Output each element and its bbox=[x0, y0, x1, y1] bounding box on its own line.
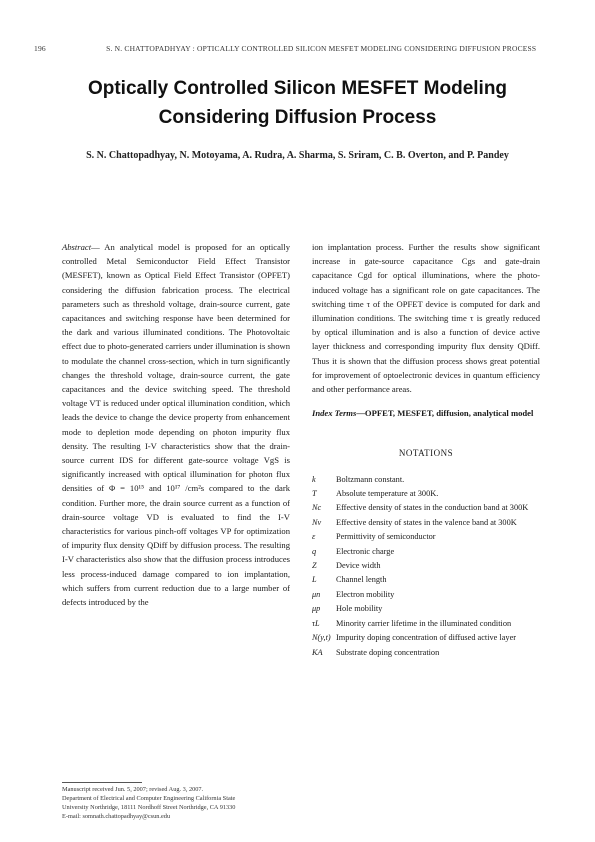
footnote-line: Department of Electrical and Computer Engineering California State bbox=[62, 794, 236, 802]
notation-symbol: N(y,t) bbox=[312, 633, 331, 643]
notation-row bbox=[312, 646, 540, 660]
paper-title bbox=[0, 74, 595, 132]
notation-definition: Electronic charge bbox=[336, 546, 395, 556]
notation-definition: Substrate doping concentration bbox=[336, 647, 440, 657]
abstract-text: — An analytical model is proposed for an optically controlled Metal Semiconductor Field Effect Transistor (MESFET), known as Optical Field Effect Transistor (OPFET) considering the diffusion fabrication process. The electrical parameters such as threshold voltage, drain-source current, gate capacitances and switching response have been determined for the dark and various illuminated conditions. The Photovoltaic effect due to photo-generated carriers under illumination is shown to modulate the channel cross-section, which in turn significantly changes the threshold voltage, drain-source current, the gate capacitances and the device switching speed. The threshold voltage VT is reduced under optical illumination condition, which leads the device to change the device property from enhancement mode to depletion mode depending on photon impurity flux density. The resulting I-V characteristics show that the drain-source current IDS for different gate-source voltage VgS is significantly increased with optical illumination for photon flux densities of Φ = 10¹⁵ and 10¹⁷ /cm²s compared to the dark condition. Further more, the drain source current as a function of drain-source voltage VD is evaluated to find the I-V characteristics for various pinch-off voltages VP for optimization of impurity flux density QDiff by diffusion process. The resulting I-V characteristics also show that the diffusion process introduces less process-induced damage compared to ion implantation, which suffers from current reduction due to a large number of defects introduced by the bbox=[62, 242, 290, 608]
notation-definition: Effective density of states in the conduction band at 300K bbox=[336, 503, 529, 513]
page-number: 196 bbox=[34, 44, 46, 53]
footnote-line: Manuscript received Jun. 5, 2007; revised Aug. 3, 2007. bbox=[62, 786, 204, 793]
notation-row bbox=[312, 573, 540, 587]
index-terms-text: —OPFET, MESFET, diffusion, analytical model bbox=[356, 408, 534, 419]
footnote-rule bbox=[62, 782, 142, 783]
notation-row bbox=[312, 530, 540, 544]
index-terms bbox=[312, 406, 540, 420]
title-line-2: Considering Diffusion Process bbox=[158, 107, 437, 128]
notation-symbol: q bbox=[312, 546, 317, 556]
notation-definition: Absolute temperature at 300K. bbox=[336, 489, 439, 499]
author-list: S. N. Chattopadhyay, N. Motoyama, A. Rudra, A. Sharma, S. Sriram, C. B. Overton, and P. Pandey bbox=[86, 150, 509, 161]
notation-symbol: Z bbox=[312, 561, 317, 571]
footnotes bbox=[62, 786, 292, 822]
notation-definition: Minority carrier lifetime in the illuminated condition bbox=[336, 618, 512, 628]
notation-symbol: k bbox=[312, 474, 316, 484]
running-header bbox=[34, 44, 543, 53]
notation-symbol: L bbox=[312, 575, 317, 585]
abstract-continued: ion implantation process. Further the results show significant increase in gate-source capacitance Cgs and gate-drain capacitance Cgd for optical illuminations, where the photo-induced voltage has a significant role on gate capacitances. The switching time τ of the OPFET device is computed for dark and illumination conditions. The switching time τ is greatly reduced by optical illumination and is also a function of device active layer thickness and corresponding impurity flux density QDiff. Thus it is shown that the diffusion process shows great potential for improvement of optoelectronic devices in quantum efficiency and other performance areas. bbox=[312, 242, 540, 395]
notation-row bbox=[312, 631, 540, 645]
abstract bbox=[62, 240, 290, 609]
notation-definition: Boltzmann constant. bbox=[336, 474, 405, 484]
notation-symbol: τL bbox=[312, 618, 320, 628]
notation-definition: Permittivity of semiconductor bbox=[336, 532, 436, 542]
notation-symbol: KA bbox=[312, 647, 323, 657]
notation-definition: Hole mobility bbox=[336, 604, 383, 614]
notation-row bbox=[312, 516, 540, 530]
notation-symbol: ε bbox=[312, 532, 316, 542]
notation-row bbox=[312, 602, 540, 616]
notations-heading: NOTATIONS bbox=[398, 448, 454, 459]
notation-definition: Channel length bbox=[336, 575, 387, 585]
right-column bbox=[312, 240, 540, 660]
running-title: S. N. CHATTOPADHYAY : OPTICALLY CONTROLLED SILICON MESFET MODELING CONSIDERING DIFFUSION PROCESS bbox=[106, 44, 537, 53]
notation-symbol: Nc bbox=[312, 503, 322, 513]
notation-symbol: Nv bbox=[312, 517, 322, 527]
notation-row bbox=[312, 545, 540, 559]
notation-definition: Impurity doping concentration of diffused active layer bbox=[336, 633, 517, 643]
index-terms-label: Index Terms bbox=[312, 408, 357, 419]
abstract-label: Abstract bbox=[62, 242, 92, 252]
notation-symbol: μn bbox=[312, 589, 321, 599]
left-column bbox=[62, 240, 290, 609]
notation-row bbox=[312, 559, 540, 573]
notation-row bbox=[312, 588, 540, 602]
notation-definition: Device width bbox=[336, 561, 381, 571]
footnote-line: University Northridge, 18111 Nordhoff Street Northridge, CA 91330 bbox=[62, 803, 236, 811]
notation-row bbox=[312, 501, 540, 515]
notation-row bbox=[312, 473, 540, 487]
notation-definition: Electron mobility bbox=[336, 589, 395, 599]
notation-row bbox=[312, 617, 540, 631]
notation-row bbox=[312, 487, 540, 501]
title-line-1: Optically Controlled Silicon MESFET Modeling bbox=[87, 78, 508, 99]
notations-list bbox=[312, 473, 540, 660]
notation-definition: Effective density of states in the valence band at 300K bbox=[336, 517, 517, 527]
notation-symbol: μp bbox=[312, 604, 321, 614]
notation-symbol: T bbox=[312, 489, 317, 499]
footnote-line: E-mail: somnath.chattopadhyay@csun.edu bbox=[62, 812, 171, 820]
